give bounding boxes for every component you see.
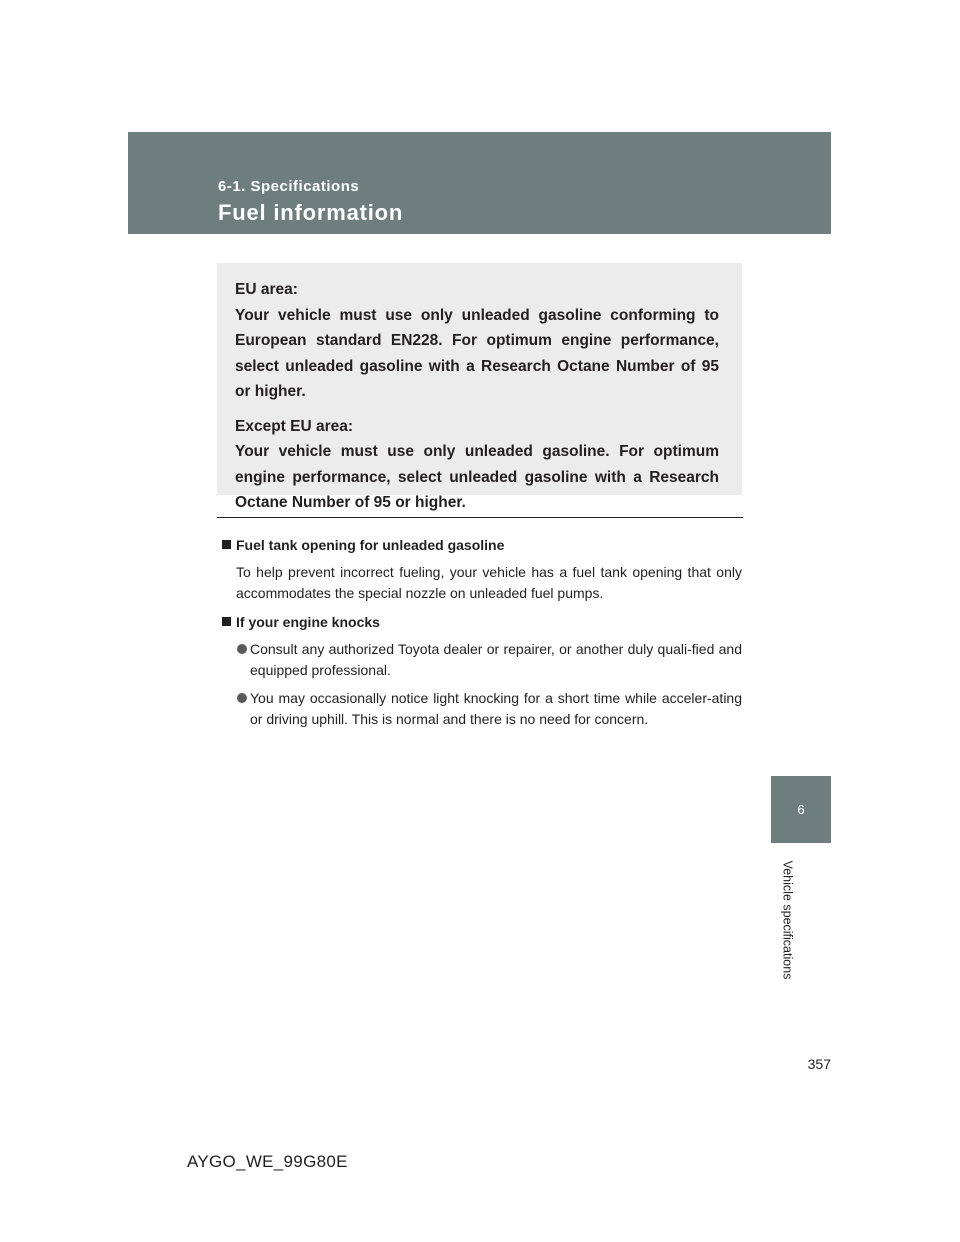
chapter-name-tab	[770, 852, 804, 987]
chapter-number: 6	[797, 802, 805, 817]
circle-bullet-icon	[237, 693, 247, 703]
page-number: 357	[807, 1056, 831, 1072]
except-eu-area-text: Your vehicle must use only unleaded gasoline. For optimum engine performance, select unleaded gasoline with a Research Octane Number of 95 or higher.	[235, 443, 719, 511]
except-eu-area-heading: Except EU area:	[235, 417, 354, 435]
notes-section	[222, 535, 742, 737]
note-heading-engine-knocks	[222, 612, 742, 633]
engine-knock-list	[222, 639, 742, 730]
list-item	[222, 688, 742, 730]
square-bullet-icon	[222, 540, 231, 549]
fuel-requirement-box	[217, 263, 742, 511]
section-divider	[217, 517, 743, 518]
note-heading-fuel-tank	[222, 535, 742, 556]
note-body-fuel-tank: To help prevent incorrect fueling, your vehicle has a fuel tank opening that only accommodates the special nozzle on unleaded fuel pumps.	[236, 564, 742, 601]
document-code: AYGO_WE_99G80E	[187, 1152, 348, 1171]
circle-bullet-icon	[237, 644, 247, 654]
list-item-text: Consult any authorized Toyota dealer or repairer, or another duly quali-fied and equipped professional.	[250, 641, 742, 678]
chapter-name: Vehicle specifications	[780, 860, 795, 979]
note-heading-text: Fuel tank opening for unleaded gasoline	[236, 537, 505, 553]
square-bullet-icon	[222, 617, 231, 626]
page-title: Fuel information	[218, 200, 404, 225]
except-eu-area-block	[235, 414, 719, 516]
eu-area-block	[235, 277, 719, 405]
list-item	[222, 639, 742, 681]
note-heading-text: If your engine knocks	[236, 614, 380, 630]
chapter-number-tab	[771, 776, 831, 843]
list-item-text: You may occasionally notice light knocking for a short time while acceler-ating or driving uphill. This is normal and there is no need for concern.	[250, 690, 742, 727]
section-label: 6-1. Specifications	[218, 178, 360, 195]
eu-area-text: Your vehicle must use only unleaded gasoline conforming to European standard EN228. For optimum engine performance, select unleaded gasoline with a Research Octane Number of 95 or higher.	[235, 306, 719, 400]
eu-area-heading: EU area:	[235, 281, 298, 298]
